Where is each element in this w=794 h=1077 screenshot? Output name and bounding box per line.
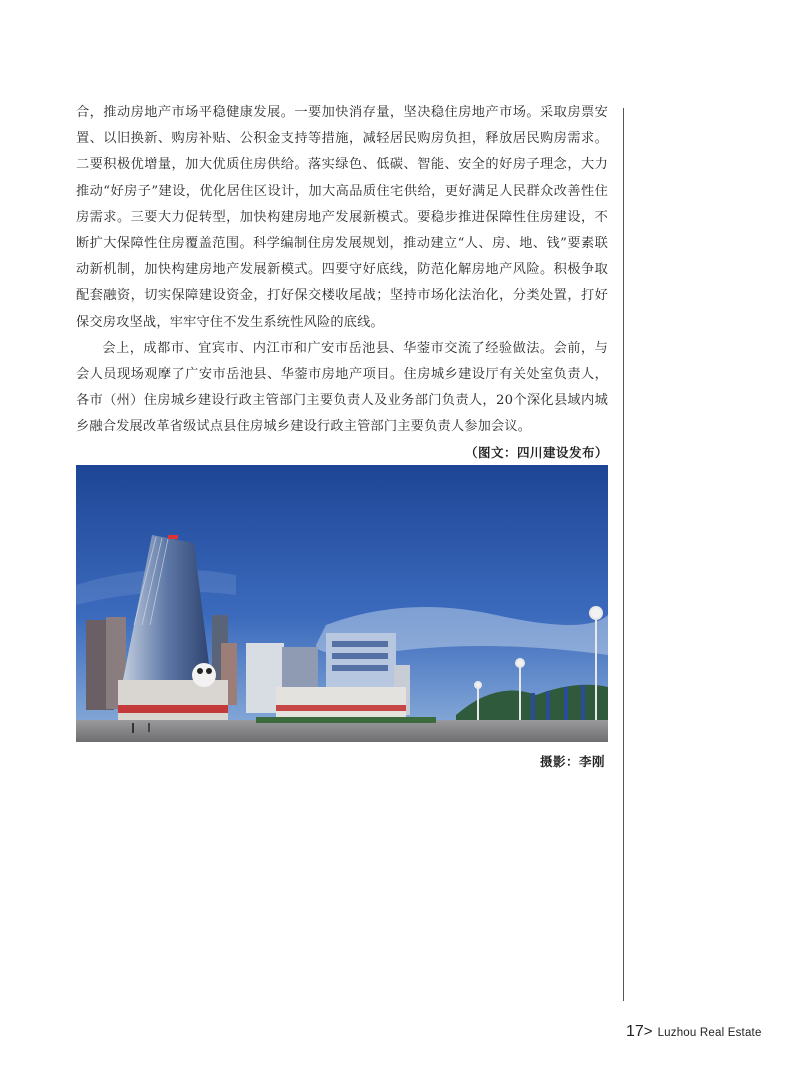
page-number: 17 <box>626 1023 644 1040</box>
article-column <box>76 100 608 461</box>
photo-credit: 摄影：李刚 <box>539 754 605 769</box>
chevron-right-icon: > <box>643 1023 653 1040</box>
article-paragraph-1: 合，推动房地产市场平稳健康发展。一要加快消存量，坚决稳住房地产市场。采取房票安置、以旧换新、购房补贴、公积金支持等措施，减轻居民购房负担，释放居民购房需求。二要积极优增量，加大优质住房供给。落实绿色、低碳、智能、安全的好房子理念，大力推动“好房子”建设，优化居住区设计，加大高品质住宅供给，更好满足人民群众改善性住房需求。三要大力促转型，加快构建房地产发展新模式。要稳步推进保障性住房建设，不断扩大保障性住房覆盖范围。科学编制住房发展规划，推动建立“人、房、地、钱”要素联动新机制，加快构建房地产发展新模式。四要守好底线，防范化解房地产风险。积极争取配套融资，切实保障建设资金，打好保交楼收尾战；坚持市场化法治化，分类处置，打好保交房攻坚战，牢牢守住不发生系统性风险的底线。 <box>76 105 608 330</box>
margin-divider <box>623 108 624 1001</box>
city-skyline-photo <box>76 465 608 742</box>
magazine-title: Luzhou Real Estate <box>657 1027 762 1039</box>
mall-podium <box>118 680 228 720</box>
article-paragraph-2: 会上，成都市、宜宾市、内江市和广安市岳池县、华蓥市交流了经验做法。会前，与会人员现场观摩了广安市岳池县、华蓥市房地产项目。住房城乡建设厅有关处室负责人，各市（州）住房城乡建设行政主管部门主要负责人及业务部门负责人，20个深化县域内城乡融合发展改革省级试点县住房城乡建设行政主管部门主要负责人参加会议。 <box>76 340 608 435</box>
plaza-ground <box>76 720 608 742</box>
article-credit: （图文：四川建设发布） <box>464 444 608 460</box>
low-mall <box>276 687 406 717</box>
page-footer <box>626 1023 762 1041</box>
panda-sculpture <box>192 663 216 687</box>
